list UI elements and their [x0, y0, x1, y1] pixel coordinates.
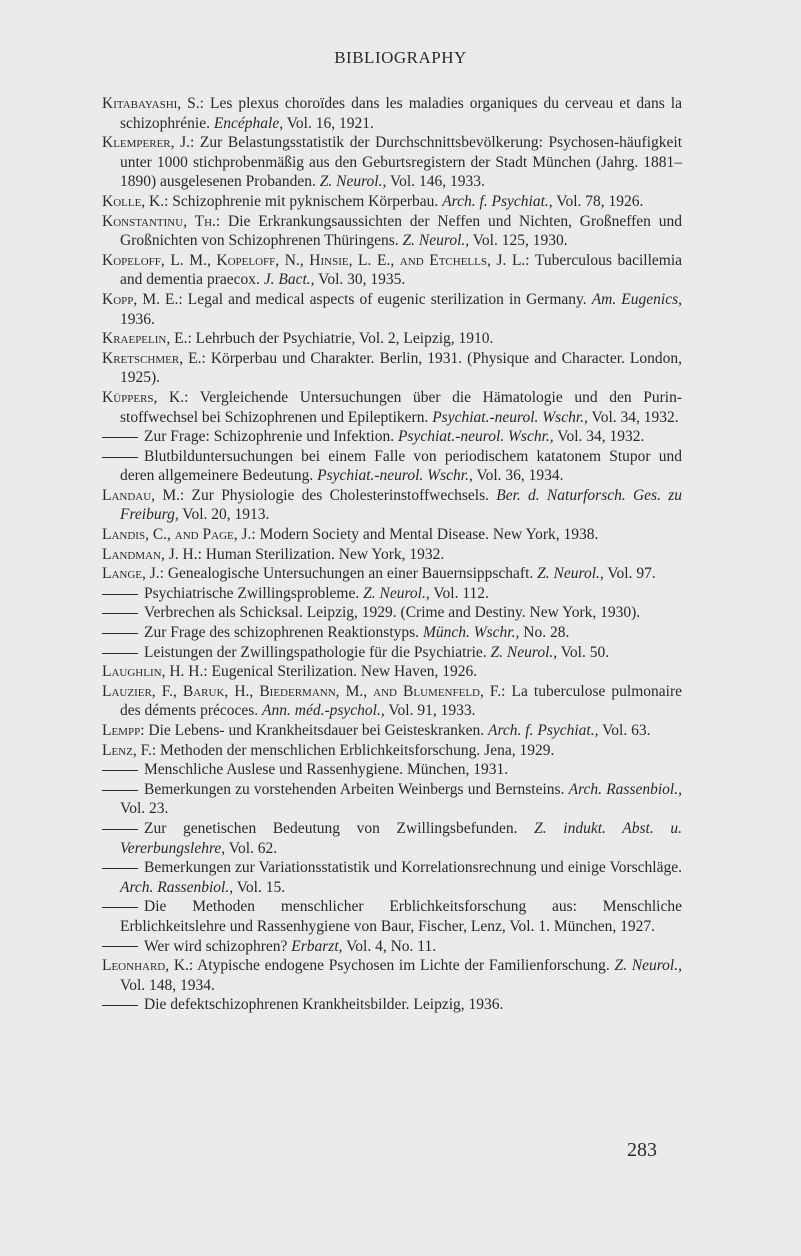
entry-journal: Z. Neurol., [402, 232, 470, 250]
entry-journal: Psychiat.-neurol. Wschr., [397, 428, 554, 446]
entry-title: Psychiatrische Zwillingsprobleme. [144, 584, 364, 602]
entry-journal: Z. indukt. Abst. u. Vererbungslehre, [120, 819, 682, 857]
entry-author: Lange, J.: [102, 565, 164, 583]
repeat-author-dash [102, 1005, 138, 1006]
bibliography-entry [102, 819, 682, 858]
entry-journal: Am. Eugenics, [591, 290, 682, 308]
entry-journal: Encéphale, [213, 114, 284, 132]
entry-author: Landis, C., and Page, J.: [102, 526, 256, 544]
bibliography-entry [102, 858, 682, 897]
bibliography-entry [102, 760, 682, 780]
entry-title: Methoden der menschlichen Erblichkeitsforschung. Jena, 1929. [156, 741, 555, 759]
entry-title: Wer wird schizophren? [144, 937, 292, 955]
entry-volume: Vol. 16, 1921. [283, 114, 374, 132]
entry-volume: Vol. 34, 1932. [553, 428, 645, 446]
bibliography-entry [102, 525, 682, 545]
entry-title: Bemerkungen zu vorstehenden Arbeiten Weinbergs und Bernsteins. [144, 780, 569, 798]
entry-volume: Vol. 78, 1926. [552, 192, 644, 210]
entry-title: Lehrbuch der Psychiatrie, Vol. 2, Leipzig, 1910. [191, 330, 494, 348]
entry-volume: Vol. 34, 1932. [587, 408, 679, 426]
bibliography-entry [102, 427, 682, 447]
entry-journal: Psychiat.-neurol. Wschr., [317, 467, 473, 485]
entry-volume: No. 28. [519, 624, 570, 642]
entry-journal: Erbarzt, [291, 937, 343, 955]
entry-volume: Vol. 148, 1934. [120, 976, 215, 994]
entry-journal: Arch. f. Psychiat., [487, 722, 599, 739]
entry-volume: Vol. 50. [557, 643, 610, 661]
bibliography-entry [102, 349, 682, 388]
entry-journal: Z. Neurol., [319, 173, 387, 191]
bibliography-entry [102, 584, 682, 604]
repeat-author-dash [102, 613, 138, 614]
entry-volume: Vol. 62. [225, 839, 278, 857]
bibliography-entry [102, 251, 682, 290]
entry-title: Genealogische Untersuchungen an einer Bauernsippschaft. [163, 565, 538, 583]
entry-journal: Z. Neurol., [614, 957, 682, 975]
entry-title: Eugenical Sterilization. New Haven, 1926. [207, 663, 478, 681]
bibliography-entry [102, 897, 682, 936]
entry-title: Menschliche Auslese und Rassenhygiene. München, 1931. [144, 761, 509, 779]
entry-title: Zur genetischen Bedeutung von Zwillingsbefunden. [144, 819, 535, 837]
entry-journal: Z. Neurol., [537, 565, 604, 583]
entry-author: Kretschmer, E.: [102, 349, 206, 367]
entry-journal: J. Bact., [263, 271, 315, 289]
entry-title: Leistungen der Zwillingspathologie für die Psychiatrie. [144, 643, 491, 661]
entry-journal: Arch. f. Psychiat., [442, 192, 553, 210]
entry-journal: Psychiat.-neurol. Wschr., [432, 408, 588, 426]
repeat-author-dash [102, 946, 138, 947]
entry-title: Modern Society and Mental Disease. New York, 1938. [255, 526, 599, 544]
entry-volume: 1936. [120, 310, 155, 328]
entry-author: Kraepelin, E.: [102, 330, 192, 348]
repeat-author-dash [102, 437, 138, 438]
entry-title: Atypische endogene Psychosen im Lichte der Familienforschung. [193, 957, 615, 975]
entry-title: Die Lebens- und Krankheitsdauer bei Geisteskranken. [144, 722, 488, 739]
entry-journal: Ber. d. Naturforsch. Ges. zu Freiburg, [120, 486, 683, 524]
entry-title: Zur Frage: Schizophrenie und Infektion. [144, 428, 398, 446]
bibliography-entry [102, 995, 682, 1015]
entry-volume: Vol. 36, 1934. [472, 467, 564, 485]
entry-journal: Münch. Wschr., [422, 624, 520, 642]
entry-volume: Vol. 30, 1935. [314, 271, 406, 289]
entry-title: Blutbilduntersuchungen bei einem Falle von periodischem katatonem Stupor und deren allgemeinere Bedeutung. [120, 447, 682, 485]
bibliography-entry [102, 94, 682, 133]
entry-author: Kitabayashi, S.: [102, 95, 204, 112]
entry-volume: Vol. 146, 1933. [386, 173, 485, 191]
entry-volume: Vol. 15. [233, 878, 286, 896]
entry-title: Verbrechen als Schicksal. Leipzig, 1929. (Crime and Destiny. New York, 1930). [144, 604, 641, 622]
entry-author: Konstantinu, Th.: [102, 212, 221, 230]
repeat-author-dash [102, 868, 138, 869]
repeat-author-dash [102, 633, 138, 634]
entry-title: Die Methoden menschlicher Erblichkeitsforschung aus: Menschliche Erblichkeitslehre und Rassenhygiene von Baur, Fischer, Lenz, Vol. 1. München, 1927. [120, 898, 682, 935]
entry-title: Tuberculous bacillemia and dementia praecox. [120, 251, 683, 289]
entry-title: Die defektschizophrenen Krankheitsbilder. Leipzig, 1936. [144, 996, 504, 1014]
repeat-author-dash [102, 907, 138, 908]
entry-author: Kopp, M. E.: [102, 290, 183, 308]
entry-volume: Vol. 125, 1930. [469, 232, 568, 250]
entry-journal: Arch. Rassenbiol., [568, 780, 682, 798]
entry-journal: Z. Neurol., [490, 643, 558, 661]
bibliography-entry [102, 486, 682, 525]
entry-author: Lenz, F.: [102, 741, 157, 759]
entry-title: Les plexus choroïdes dans les maladies organiques du cerveau et dans la schizophrénie. [120, 95, 682, 132]
page-number: 283 [627, 1139, 657, 1161]
entry-title: Bemerkungen zur Variationsstatistik und Korrelationsrechnung und einige Vorschläge. [144, 859, 682, 877]
bibliography-entry [102, 956, 682, 995]
entry-title: Vergleichende Untersuchungen über die Hämatologie und den Purin-stoffwechsel bei Schizophrenen und Epileptikern. [120, 388, 682, 426]
entry-author: Landman, J. H.: [102, 545, 202, 563]
entry-title: Zur Belastungsstatistik der Durchschnittsbevölkerung: Psychosen-häufigkeit unter 1000 stichprobenmäßig aus den Geburtsregistern der Stadt München (Jahrg. 1881–1890) ausgelesenen Probanden. [120, 134, 683, 191]
entry-author: Kolle, K.: [102, 192, 169, 210]
entry-author: Lempp: [102, 722, 145, 739]
bibliography-entry [102, 329, 682, 349]
entry-journal: Z. Neurol., [363, 584, 430, 602]
repeat-author-dash [102, 829, 138, 830]
entry-volume: Vol. 4, No. 11. [342, 937, 437, 955]
entry-author: Küppers, K.: [102, 388, 189, 406]
bibliography-entry [102, 388, 682, 427]
bibliography-entry [102, 290, 682, 329]
bibliography-entry [102, 780, 682, 819]
bibliography-entry [102, 741, 682, 761]
entry-volume: Vol. 23. [120, 800, 169, 818]
bibliography-entry [102, 564, 682, 584]
entry-author: Landau, M.: [102, 486, 185, 504]
entry-author: Kopeloff, L. M., Kopeloff, N., Hinsie, L. E., and Etchells, J. L.: [102, 251, 530, 269]
bibliography-entry [102, 682, 682, 721]
bibliography-entry [102, 447, 682, 486]
bibliography-entry [102, 643, 682, 663]
entry-title: Körperbau und Charakter. Berlin, 1931. (Physique and Character. London, 1925). [120, 349, 683, 387]
entry-title: Die Erkrankungsaussichten der Neffen und Nichten, Großneffen und Großnichten von Schizophrenen Thüringens. [120, 212, 682, 250]
entry-volume: Vol. 91, 1933. [384, 702, 476, 720]
repeat-author-dash [102, 770, 138, 771]
page-header: BIBLIOGRAPHY [334, 48, 467, 67]
bibliography-entry [102, 603, 682, 623]
repeat-author-dash [102, 790, 138, 791]
entry-volume: Vol. 63. [598, 722, 651, 739]
repeat-author-dash [102, 594, 138, 595]
bibliography-entry [102, 623, 682, 643]
entry-title: Zur Physiologie des Cholesterinstoffwechsels. [184, 486, 497, 504]
bibliography-entry [102, 721, 682, 741]
entry-author: Leonhard, K.: [102, 957, 194, 975]
entry-author: Lauzier, F., Baruk, H., Biedermann, M., and Blumenfeld, F.: [102, 682, 506, 700]
bibliography-entry [102, 192, 682, 212]
repeat-author-dash [102, 457, 138, 458]
bibliography-entry [102, 545, 682, 565]
repeat-author-dash [102, 653, 138, 654]
bibliography-entry [102, 662, 682, 682]
bibliography-entry [102, 937, 682, 957]
entry-title: Legal and medical aspects of eugenic sterilization in Germany. [182, 290, 592, 308]
entry-volume: Vol. 112. [429, 584, 489, 602]
entry-volume: Vol. 20, 1913. [178, 506, 270, 524]
entry-title: La tuberculose pulmonaire des déments précoces. [120, 682, 682, 720]
entry-journal: Arch. Rassenbiol., [120, 878, 234, 896]
entry-volume: Vol. 97. [603, 565, 656, 583]
entry-title: Zur Frage des schizophrenen Reaktionstyps. [144, 624, 423, 642]
bibliography-entry [102, 212, 682, 251]
entry-title: Schizophrenie mit pyknischem Körperbau. [168, 192, 443, 210]
bibliography-list [102, 94, 682, 1015]
entry-author: Klemperer, J.: [102, 134, 195, 152]
entry-author: Laughlin, H. H.: [102, 663, 208, 681]
bibliography-entry [102, 133, 682, 192]
entry-title: Human Sterilization. New York, 1932. [201, 545, 445, 563]
entry-journal: Ann. méd.-psychol., [262, 702, 385, 720]
